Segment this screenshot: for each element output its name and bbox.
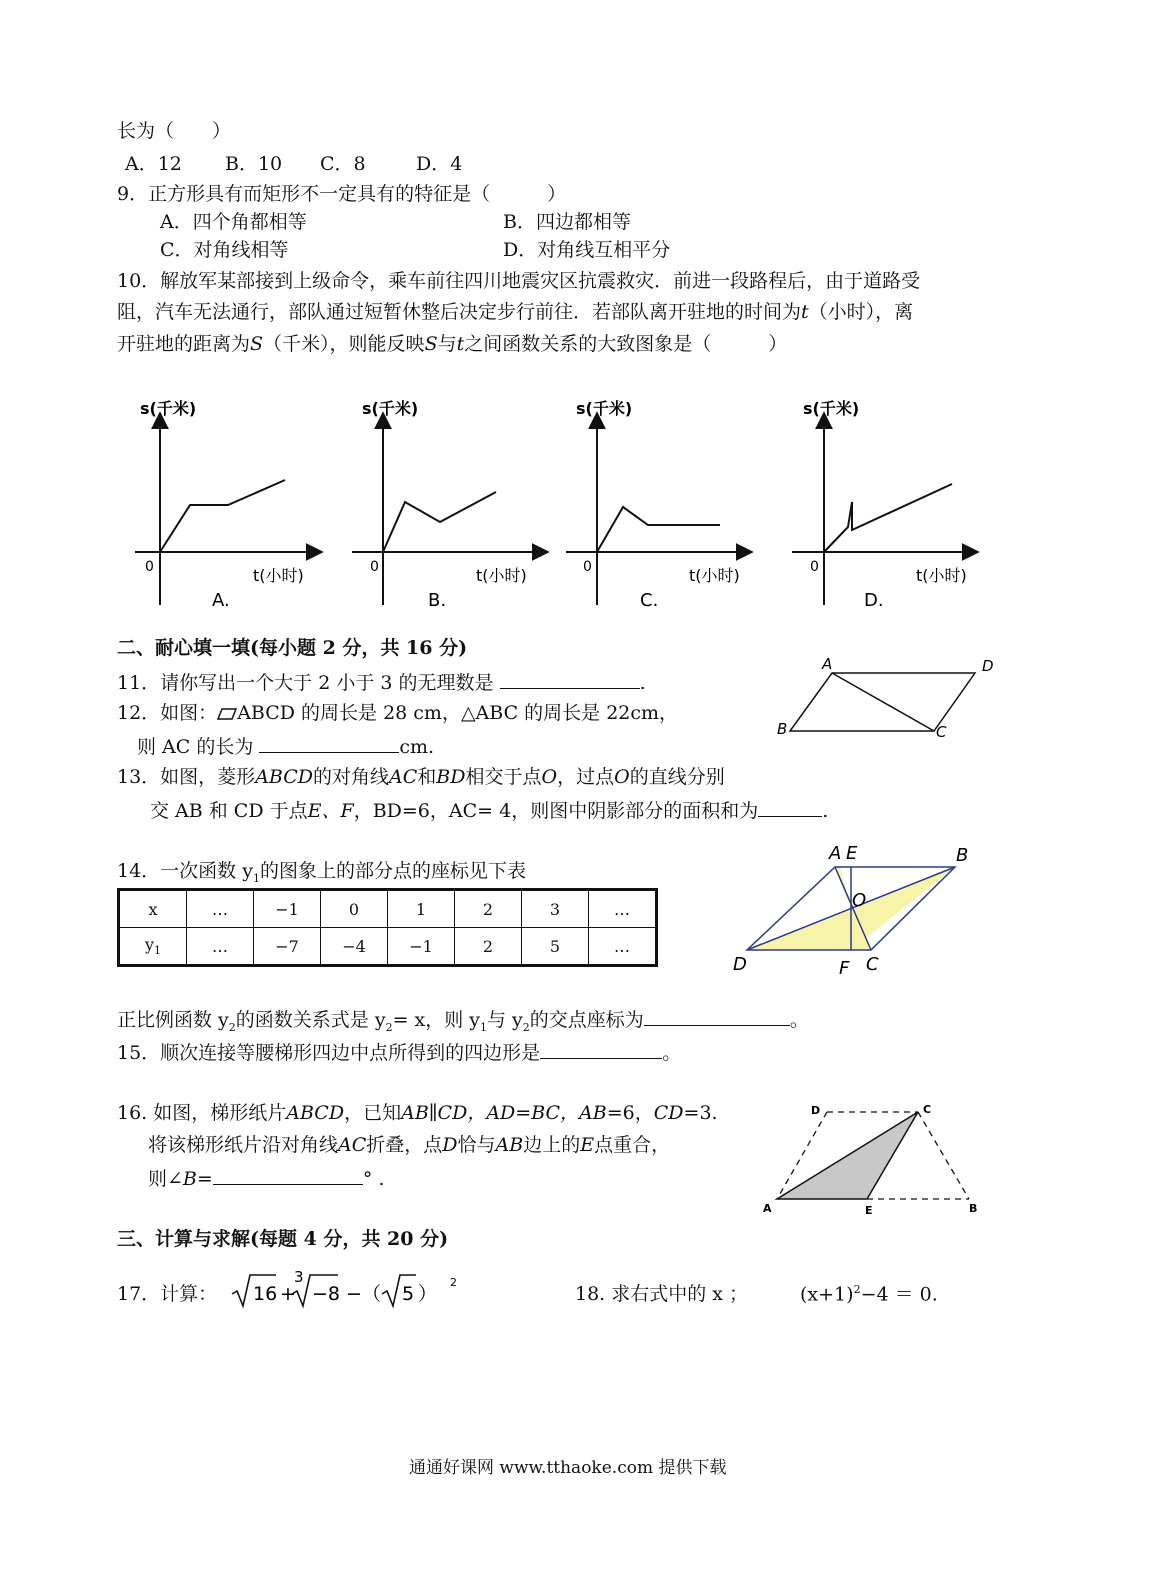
fig12-label-c: C xyxy=(936,723,947,741)
q13-line1-c: 和 xyxy=(417,766,437,788)
q10-var-t: t xyxy=(801,301,809,323)
q11-text: 11．请你写出一个大于 2 小于 3 的无理数是 xyxy=(117,672,494,694)
fig16-label-d: D xyxy=(811,1104,821,1117)
q12-line1-b: ABCD 的周长是 28 cm，△ABC 的周长是 22cm， xyxy=(237,702,679,724)
q14-sub-y2a: 2 xyxy=(228,1020,236,1034)
fig16-label-c: C xyxy=(923,1103,932,1116)
q17-expression xyxy=(228,1266,468,1316)
q14-line2-a: 正比例函数 y xyxy=(117,1009,229,1031)
graph-d xyxy=(792,399,978,611)
fig13-label-e: E xyxy=(846,843,858,864)
q14-answer-blank[interactable] xyxy=(644,1007,790,1026)
graph-c-ylabel: s(千米) xyxy=(576,399,633,418)
table-row xyxy=(119,890,657,928)
q11 xyxy=(117,670,646,695)
q12-line2 xyxy=(137,734,434,759)
q18-label: 18. 求右式中的 x ； xyxy=(575,1283,749,1305)
q10-var-t2: t xyxy=(456,333,465,355)
q8-option-a: A．12 xyxy=(125,153,182,175)
parallelogram-icon xyxy=(217,703,237,715)
table-cell: −7 xyxy=(254,928,321,966)
q10-line3-c: 与 xyxy=(437,333,457,355)
fig16-label-a: A xyxy=(763,1202,772,1215)
table-cell: −4 xyxy=(321,928,388,966)
q10-line3-b: （千米），则能反映 xyxy=(263,333,425,355)
fig13-label-b: B xyxy=(956,845,969,866)
q13-line1-b: 的对角线 xyxy=(313,766,390,788)
q18-eq-b: −4 ＝ 0. xyxy=(860,1283,938,1306)
graph-a-ylabel: s(千米) xyxy=(140,399,197,418)
q17-exp: 2 xyxy=(450,1276,457,1289)
q16-line1-a: 16. 如图，梯形纸片 xyxy=(117,1102,287,1124)
graph-b-xlabel: t(小时) xyxy=(476,566,527,585)
q13-line1-a: 13．如图，菱形 xyxy=(117,766,256,788)
table-cell: 5 xyxy=(522,928,589,966)
q14-stem-sub: 1 xyxy=(252,871,260,885)
q10-line3-d: 之间函数关系的大致图象是（ ） xyxy=(464,333,788,355)
q16-line3-c: = xyxy=(196,1168,213,1190)
q10-line2-b: （小时），离 xyxy=(808,301,914,323)
q16-end: ° . xyxy=(362,1168,385,1190)
q16-line2-e: 边上的 xyxy=(523,1134,581,1156)
table-cell: … xyxy=(589,890,657,928)
q17-paren-open: （ xyxy=(362,1283,382,1305)
q16-var-ab: AB xyxy=(495,1134,524,1156)
graph-a-origin: 0 xyxy=(145,559,154,575)
q16-line2 xyxy=(148,1134,670,1157)
graph-a-curve xyxy=(160,480,285,552)
q13-line2-b: ，BD=6，AC= 4，则图中阴影部分的面积和为 xyxy=(353,800,759,822)
q14-table xyxy=(117,888,658,967)
q16-var-e: E xyxy=(580,1134,595,1156)
q14-end: 。 xyxy=(789,1009,809,1031)
q13-end: . xyxy=(822,800,829,822)
table-row xyxy=(119,928,657,966)
q17-label: 17．计算： xyxy=(117,1283,218,1305)
q14-line2-d: 与 y xyxy=(487,1009,523,1031)
q13-answer-blank[interactable] xyxy=(758,798,822,817)
q14-line2 xyxy=(117,1007,809,1034)
q14-stem xyxy=(117,860,526,885)
q17-sqrt16: 16 xyxy=(253,1283,278,1305)
q9-option-b: B．四边都相等 xyxy=(503,211,631,233)
graph-d-curve xyxy=(824,484,952,552)
graph-d-ylabel: s(千米) xyxy=(803,399,860,418)
q13-line2-a: 交 AB 和 CD 于点 xyxy=(150,800,308,822)
q8-option-b: B．10 xyxy=(225,153,283,175)
fig13-label-c: C xyxy=(866,954,879,975)
q13-line2 xyxy=(150,798,828,823)
q12-line1-a: 12．如图： xyxy=(117,702,218,724)
graph-c-origin: 0 xyxy=(583,559,592,575)
section3-heading: 三、计算与求解(每题 4 分，共 20 分) xyxy=(117,1228,449,1250)
q12-line2-b: cm. xyxy=(399,736,435,758)
q16-line3-a: 则∠ xyxy=(148,1168,183,1190)
q14-stem-tail: 的图象上的部分点的座标见下表 xyxy=(259,860,526,882)
q13-var-o: O xyxy=(541,766,558,788)
q10-line1: 10．解放军某部接到上级命令，乘车前往四川地震灾区抗震救灾．前进一段路程后，由于道路受 xyxy=(117,270,921,292)
q17-minus: − xyxy=(346,1283,362,1305)
q16-var-ac: AC xyxy=(338,1134,367,1156)
graph-c-curve xyxy=(597,507,720,552)
graph-a xyxy=(135,399,322,611)
table-row2-sub: 1 xyxy=(154,944,162,958)
fig16-label-e: E xyxy=(865,1204,873,1217)
table-row2-head: y xyxy=(144,934,155,954)
table-cell: 1 xyxy=(388,890,455,928)
graph-c xyxy=(566,399,752,611)
graph-b-origin: 0 xyxy=(370,559,379,575)
q16-var-abcd: ABCD xyxy=(286,1102,345,1124)
fig16-trapezoid xyxy=(755,1095,995,1225)
q14-sub-y2c: 2 xyxy=(522,1020,530,1034)
table-cell: … xyxy=(187,928,254,966)
q12-line2-a: 则 AC 的长为 xyxy=(137,736,254,758)
q13-var-ef: E、F xyxy=(307,800,354,822)
table-cell xyxy=(119,928,187,966)
q14-sub-y1: 1 xyxy=(480,1020,488,1034)
q16-answer-blank[interactable] xyxy=(213,1166,363,1185)
graph-b-letter: B. xyxy=(428,590,447,611)
q13-line1-d: 相交于点 xyxy=(465,766,542,788)
table-cell: 2 xyxy=(455,928,522,966)
graph-b-curve xyxy=(383,492,496,552)
q16-line1-b: ，已知 xyxy=(344,1102,402,1124)
q10-var-s2: S xyxy=(424,333,438,355)
q14-stem-text: 14．一次函数 y xyxy=(117,860,253,882)
table-cell: 2 xyxy=(455,890,522,928)
graph-a-letter: A. xyxy=(212,590,230,611)
graph-c-xlabel: t(小时) xyxy=(689,566,740,585)
q16-line2-c: 恰与 xyxy=(457,1134,496,1156)
table-cell: … xyxy=(589,928,657,966)
q12-line1 xyxy=(117,702,678,725)
graph-c-letter: C. xyxy=(640,590,659,611)
q16-var-d: D xyxy=(442,1134,458,1156)
graph-d-letter: D. xyxy=(864,590,884,611)
q16-var-cd: CD xyxy=(653,1102,684,1124)
q8-tail: 长为（ ） xyxy=(117,120,232,142)
q15 xyxy=(117,1040,681,1065)
q10-graphs xyxy=(0,0,1152,640)
q14-line2-b: 的函数关系式是 y xyxy=(235,1009,386,1031)
q9-stem: 9．正方形具有而矩形不一定具有的特征是（ ） xyxy=(117,183,567,205)
footer-text: 通通好课网 www.tthaoke.com 提供下载 xyxy=(409,1458,727,1478)
q11-end: . xyxy=(639,672,646,694)
q13-line1 xyxy=(117,766,725,789)
q13-var-ac: AC xyxy=(389,766,418,788)
q10-line2-a: 阻，汽车无法通行，部队通过短暂休整后决定步行前往．若部队离开驻地的时间为 xyxy=(117,301,802,323)
fig12-label-d: D xyxy=(982,657,994,675)
fig13-rhombus xyxy=(725,840,985,980)
table-cell: x xyxy=(119,890,187,928)
section2-heading: 二、耐心填一填(每小题 2 分，共 16 分) xyxy=(117,637,468,659)
graph-d-xlabel: t(小时) xyxy=(916,566,967,585)
q9-option-a: A．四个角都相等 xyxy=(160,211,307,233)
q16-line1-c: =6， xyxy=(606,1102,654,1124)
q17-paren-close: ） xyxy=(418,1283,438,1305)
fig12-label-a: A xyxy=(822,655,833,673)
q13-var-bd: BD xyxy=(436,766,466,788)
q11-answer-blank[interactable] xyxy=(500,670,640,689)
q16-cond: AB∥CD，AD=BC，AB xyxy=(401,1102,607,1124)
q16-var-b: B xyxy=(182,1168,197,1190)
table-cell: 3 xyxy=(522,890,589,928)
q16-line1-d: =3. xyxy=(683,1102,718,1124)
q17-sqrt5: 5 xyxy=(402,1283,415,1305)
q14-sub-y2b: 2 xyxy=(385,1020,393,1034)
q9-option-d: D．对角线互相平分 xyxy=(503,239,671,261)
q17-cube-index: 3 xyxy=(294,1268,304,1286)
fig13-label-d: D xyxy=(733,954,747,975)
table-cell: … xyxy=(187,890,254,928)
table-cell: −1 xyxy=(388,928,455,966)
q15-text: 15．顺次连接等腰梯形四边中点所得到的四边形是 xyxy=(117,1042,541,1064)
q16-line2-b: 折叠，点 xyxy=(366,1134,443,1156)
q13-var-abcd: ABCD xyxy=(255,766,313,788)
q17-plus: + xyxy=(280,1283,296,1305)
q13-line1-e: ，过点 xyxy=(557,766,615,788)
q12-answer-blank[interactable] xyxy=(259,734,399,753)
table-cell: 0 xyxy=(321,890,388,928)
q18-equation xyxy=(800,1283,938,1306)
fig13-label-f: F xyxy=(839,958,850,979)
q9-option-c: C．对角线相等 xyxy=(160,239,289,261)
q8-option-d: D．4 xyxy=(416,153,463,175)
q17-cbrt-arg: −8 xyxy=(312,1283,341,1305)
q16-line1 xyxy=(117,1102,718,1125)
fig12-parallelogram xyxy=(770,650,1010,745)
graph-a-xlabel: t(小时) xyxy=(253,566,304,585)
q16-line2-f: 点重合， xyxy=(594,1134,671,1156)
q10-var-s: S xyxy=(250,333,264,355)
q18-eq-exp: 2 xyxy=(853,1283,861,1296)
q8-option-c: C．8 xyxy=(320,153,366,175)
q15-end: 。 xyxy=(662,1042,682,1064)
q10-line3-a: 开驻地的距离为 xyxy=(117,333,251,355)
q18-eq-a: (x+1) xyxy=(800,1283,854,1306)
fig12-label-b: B xyxy=(777,720,788,738)
q15-answer-blank[interactable] xyxy=(540,1040,662,1059)
fig16-label-b: B xyxy=(969,1202,978,1215)
q16-line3 xyxy=(148,1166,384,1191)
graph-b xyxy=(352,399,548,611)
table-cell: −1 xyxy=(254,890,321,928)
q14-line2-e: 的交点座标为 xyxy=(529,1009,644,1031)
graph-b-ylabel: s(千米) xyxy=(362,399,419,418)
fig13-label-a: A xyxy=(829,843,842,864)
q13-line1-f: 的直线分别 xyxy=(629,766,725,788)
q13-var-o2: O xyxy=(614,766,630,788)
q14-line2-c: = x，则 y xyxy=(392,1009,481,1031)
q16-line2-a: 将该梯形纸片沿对角线 xyxy=(148,1134,339,1156)
fig13-label-o: O xyxy=(852,890,867,911)
graph-d-origin: 0 xyxy=(810,559,819,575)
